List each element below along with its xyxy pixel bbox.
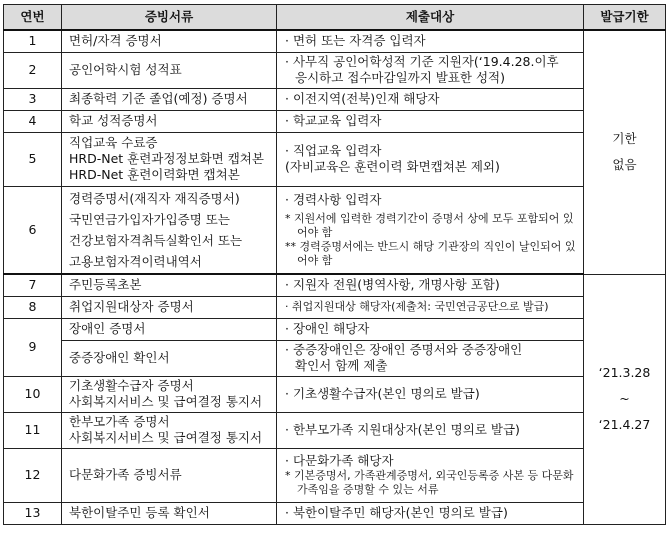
- doc-line: 경력증명서(재직자 재직증명서): [69, 190, 240, 206]
- row-number: 9: [4, 318, 62, 376]
- row-number: 7: [4, 274, 62, 296]
- header-docs: 증빙서류: [62, 5, 277, 31]
- row-number: 4: [4, 110, 62, 132]
- row-target: · 장애인 해당자: [277, 318, 584, 340]
- row-target: · 기초생활수급자(본인 명의로 발급): [277, 376, 584, 412]
- row-number: 2: [4, 52, 62, 88]
- doc-line: 한부모가족 증명서: [69, 414, 170, 429]
- row-number: 13: [4, 502, 62, 524]
- row-docs: [62, 412, 277, 448]
- period-line: ~: [619, 391, 630, 406]
- row-target: · 북한이탈주민 해당자(본인 명의로 발급): [277, 502, 584, 524]
- row-docs: 최종학력 기준 졸업(예정) 증명서: [62, 88, 277, 110]
- target-line: · 직업교육 입력자: [285, 143, 382, 158]
- row-docs: 학교 성적증명서: [62, 110, 277, 132]
- row-docs: 중증장애인 확인서: [62, 340, 277, 376]
- row-target: [277, 132, 584, 186]
- row-number: 3: [4, 88, 62, 110]
- period-date-range: [584, 274, 666, 524]
- header-no: 연번: [4, 5, 62, 31]
- table-row: [4, 52, 666, 88]
- row-target: · 면허 또는 자격증 입력자: [277, 30, 584, 52]
- table-row: [4, 448, 666, 502]
- doc-line: HRD-Net 훈련과정정보화면 캡쳐본: [69, 151, 264, 166]
- table-row: [4, 340, 666, 376]
- table-row: [4, 30, 666, 52]
- row-number: 1: [4, 30, 62, 52]
- doc-line: 건강보험자격취득실확인서 또는: [69, 232, 243, 248]
- row-number: 11: [4, 412, 62, 448]
- target-line: 응시하고 접수마감일까지 발표한 성적): [295, 70, 505, 85]
- row-number: 10: [4, 376, 62, 412]
- row-docs: 주민등록초본: [62, 274, 277, 296]
- doc-line: 고용보험자격이력내역서: [69, 253, 202, 269]
- doc-line: 사회복지서비스 및 급여결정 통지서: [69, 394, 263, 409]
- period-line: 없음: [612, 157, 637, 173]
- row-docs: [62, 186, 277, 274]
- table-row: [4, 318, 666, 340]
- row-docs: 면허/자격 증명서: [62, 30, 277, 52]
- row-target: [277, 340, 584, 376]
- row-number: 6: [4, 186, 62, 274]
- table-row: [4, 376, 666, 412]
- table-row: [4, 132, 666, 186]
- row-docs: 공인어학시험 성적표: [62, 52, 277, 88]
- target-line: (자비교육은 훈련이력 화면캡쳐본 제외): [285, 159, 500, 174]
- table-row: [4, 412, 666, 448]
- row-target: · 취업지원대상 해당자(제출처: 국민연금공단으로 발급): [277, 296, 584, 318]
- header-period: 발급기한: [584, 5, 666, 31]
- table-row: [4, 88, 666, 110]
- table-row: [4, 186, 666, 274]
- period-line: ‘21.4.27: [598, 417, 651, 432]
- row-docs: [62, 376, 277, 412]
- row-target: [277, 52, 584, 88]
- target-note: * 기본증명서, 가족관계증명서, 외국인등록증 사본 등 다문화가족임을 증명할 수 있는 서류: [285, 469, 574, 496]
- row-docs: 다문화가족 증빙서류: [62, 448, 277, 502]
- row-target: · 학교교육 입력자: [277, 110, 584, 132]
- target-line: · 중증장애인은 장애인 증명서와 중증장애인: [285, 342, 523, 357]
- row-number: 12: [4, 448, 62, 502]
- target-line: · 다문화가족 해당자: [285, 453, 394, 468]
- header-target: 제출대상: [277, 5, 584, 31]
- row-docs: [62, 132, 277, 186]
- doc-line: 사회복지서비스 및 급여결정 통지서: [69, 430, 263, 445]
- table-row: [4, 296, 666, 318]
- target-line: · 경력사항 입력자: [285, 191, 382, 207]
- row-docs: 장애인 증명서: [62, 318, 277, 340]
- target-line: · 사무직 공인어학성적 기준 지원자(‘19.4.28.이후: [285, 54, 559, 69]
- doc-line: 국민연금가입자가입증명 또는: [69, 211, 230, 227]
- period-line: ‘21.3.28: [598, 365, 651, 380]
- target-note: * 지원서에 입력한 경력기간이 증명서 상에 모두 포함되어 있어야 함: [285, 211, 574, 239]
- target-note: ** 경력증명서에는 반드시 해당 기관장의 직인이 날인되어 있어야 함: [285, 239, 576, 267]
- row-docs: 북한이탈주민 등록 확인서: [62, 502, 277, 524]
- row-target: · 이전지역(전북)인재 해당자: [277, 88, 584, 110]
- row-target: · 지원자 전원(병역사항, 개명사항 포함): [277, 274, 584, 296]
- doc-line: 기초생활수급자 증명서: [69, 378, 194, 393]
- row-number: 8: [4, 296, 62, 318]
- row-docs: 취업지원대상자 증명서: [62, 296, 277, 318]
- evidence-documents-table: [3, 4, 666, 525]
- table-row: [4, 110, 666, 132]
- row-target: [277, 448, 584, 502]
- period-no-limit: [584, 30, 666, 274]
- row-target: [277, 186, 584, 274]
- header-row: [4, 5, 666, 31]
- table-row: [4, 274, 666, 296]
- table-row: [4, 502, 666, 524]
- doc-line: 직업교육 수료증: [69, 135, 158, 150]
- target-line: 확인서 함께 제출: [295, 358, 388, 373]
- doc-line: HRD-Net 훈련이력화면 캡쳐본: [69, 167, 240, 182]
- row-number: 5: [4, 132, 62, 186]
- period-line: 기한: [612, 131, 637, 147]
- row-target: · 한부모가족 지원대상자(본인 명의로 발급): [277, 412, 584, 448]
